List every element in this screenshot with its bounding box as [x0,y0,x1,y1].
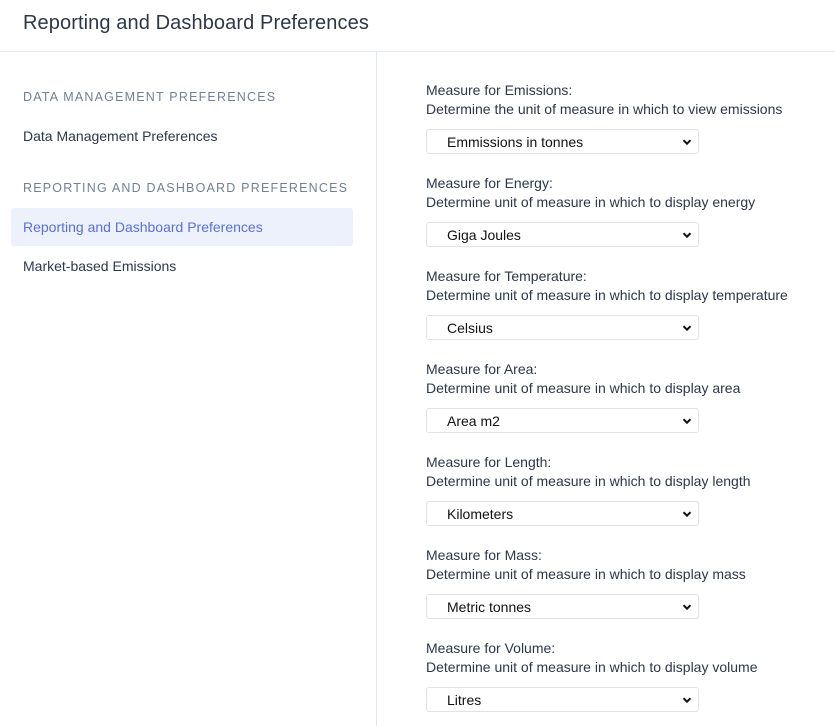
chevron-down-icon [680,321,694,335]
preference-description: Determine unit of measure in which to display volume [426,659,758,675]
chevron-down-icon [680,507,694,521]
chevron-down-icon [680,600,694,614]
preference-energy [426,174,826,247]
preference-label: Measure for Temperature: [426,268,587,284]
temperature-unit-select[interactable] [426,315,699,340]
select-value: Metric tonnes [447,598,532,615]
chevron-down-icon [680,228,694,242]
sidebar [0,52,377,726]
preference-description: Determine the unit of measure in which to view emissions [426,101,783,117]
sidebar-item-label: Market-based Emissions [23,258,177,274]
preference-mass [426,546,826,619]
chevron-down-icon [680,693,694,707]
preference-description: Determine unit of measure in which to display length [426,473,751,489]
preference-label: Measure for Energy: [426,175,553,191]
preference-length [426,453,826,526]
sidebar-section-heading-reporting: REPORTING AND DASHBOARD PREFERENCES [23,181,349,195]
emissions-unit-select[interactable] [426,129,699,154]
preference-emissions [426,81,826,154]
chevron-down-icon [680,414,694,428]
preference-description: Determine unit of measure in which to display energy [426,194,756,210]
preference-description: Determine unit of measure in which to display temperature [426,287,788,303]
sidebar-section-heading-data-management: DATA MANAGEMENT PREFERENCES [23,90,277,104]
preference-label: Measure for Area: [426,361,538,377]
length-unit-select[interactable] [426,501,699,526]
area-unit-select[interactable] [426,408,699,433]
chevron-down-icon [680,135,694,149]
sidebar-item-market-based-emissions[interactable] [11,247,353,285]
sidebar-item-label: Reporting and Dashboard Preferences [23,219,263,235]
sidebar-item-data-management-preferences[interactable] [11,117,353,155]
preference-label: Measure for Length: [426,454,552,470]
preference-label: Measure for Emissions: [426,82,573,98]
sidebar-item-label: Data Management Preferences [23,128,218,144]
page-title: Reporting and Dashboard Preferences [23,12,369,34]
select-value: Area m2 [447,412,500,429]
select-value: Emmissions in tonnes [447,133,584,150]
preference-temperature [426,267,826,340]
preference-label: Measure for Mass: [426,547,542,563]
preference-volume [426,639,826,712]
select-value: Litres [447,691,482,708]
preference-description: Determine unit of measure in which to display area [426,380,741,396]
preference-area [426,360,826,433]
energy-unit-select[interactable] [426,222,699,247]
volume-unit-select[interactable] [426,687,699,712]
preference-description: Determine unit of measure in which to display mass [426,566,746,582]
page-header [0,0,835,52]
preference-label: Measure for Volume: [426,640,556,656]
select-value: Celsius [447,319,493,336]
select-value: Giga Joules [447,226,521,243]
select-value: Kilometers [447,505,514,522]
sidebar-item-reporting-and-dashboard-preferences[interactable] [11,208,353,246]
mass-unit-select[interactable] [426,594,699,619]
